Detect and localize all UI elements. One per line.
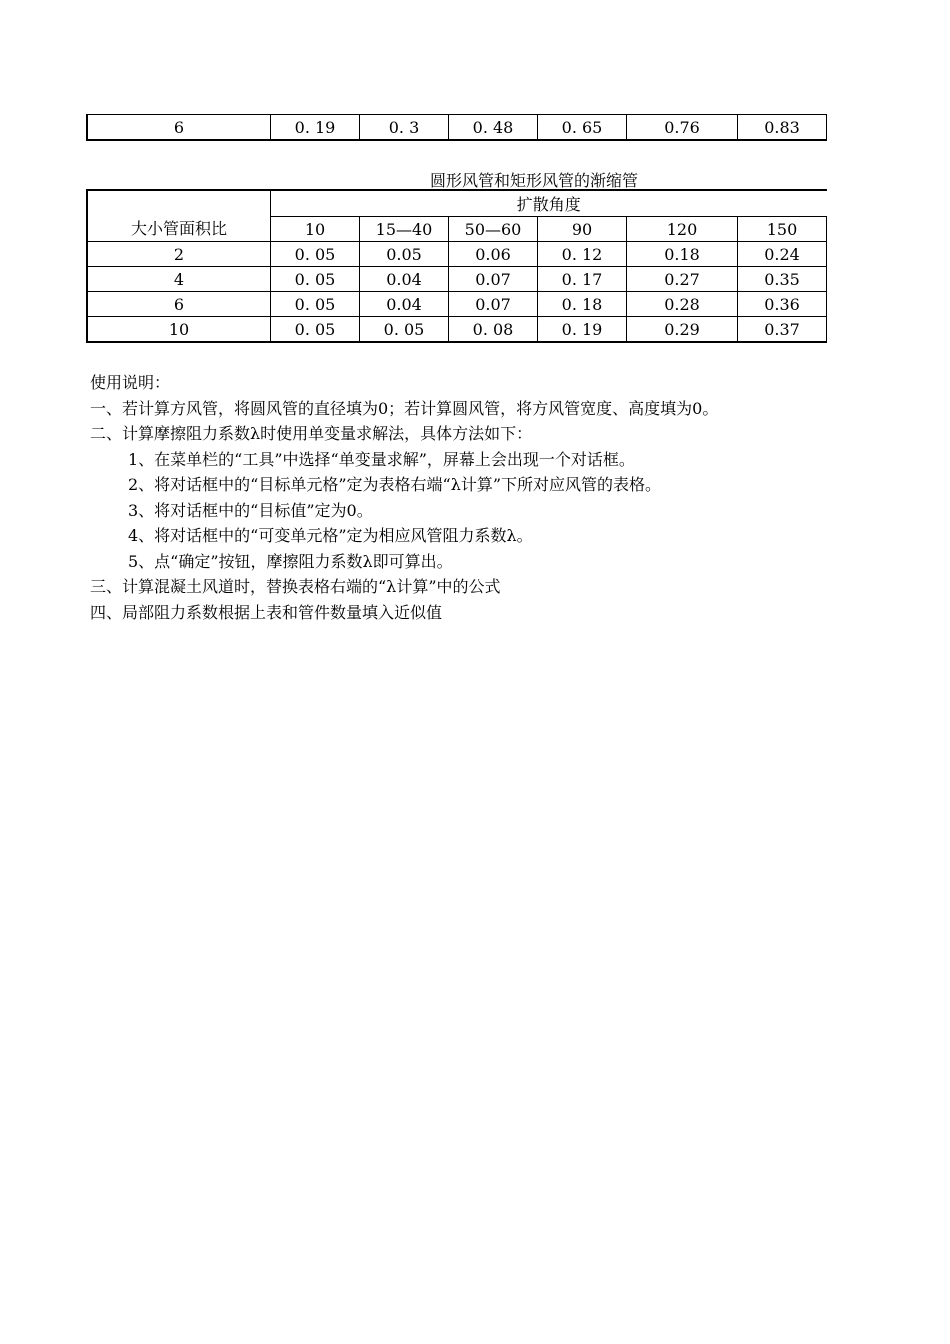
table-cell: 0.04 [360, 292, 449, 317]
angle-header-cell: 150 [738, 217, 827, 242]
note-line: 三、计算混凝土风道时，替换表格右端的“λ计算”中的公式 [90, 577, 501, 596]
table-title: 圆形风管和矩形风管的渐缩管 [430, 171, 639, 190]
note-step: 4、将对话框中的“可变单元格”定为相应风管阻力系数λ。 [128, 526, 533, 545]
table-cell: 6 [87, 292, 271, 317]
spread-angle-header: 扩散角度 [271, 190, 827, 217]
note-line: 一、若计算方风管，将圆风管的直径填为0；若计算圆风管，将方风管宽度、高度填为0。 [90, 398, 719, 418]
note-line: 二、计算摩擦阻力系数λ时使用单变量求解法，具体方法如下： [90, 424, 533, 443]
table-cell: 0. 05 [271, 317, 360, 343]
row-header-cell [87, 190, 271, 242]
table-cell: 2 [87, 242, 271, 267]
angle-header-cell: 10 [271, 217, 360, 242]
table-cell: 0. 05 [360, 317, 449, 343]
table-cell: 0.28 [627, 292, 738, 317]
note-step: 3、将对话框中的“目标值”定为0。 [128, 500, 373, 520]
table-row [87, 317, 827, 343]
row-header-label: 大小管面积比 [130, 219, 227, 238]
table-cell: 0. 3 [360, 115, 449, 141]
table-cell: 0. 05 [271, 242, 360, 267]
table-cell: 0.05 [360, 242, 449, 267]
table-cell: 0.06 [449, 242, 538, 267]
note-step: 2、将对话框中的“目标单元格”定为表格右端“λ计算”下所对应风管的表格。 [128, 475, 662, 494]
table-cell: 0. 08 [449, 317, 538, 343]
usage-notes [90, 370, 718, 625]
table-cell: 0. 48 [449, 115, 538, 141]
table-cell: 0. 05 [271, 267, 360, 292]
table-cell: 0. 17 [538, 267, 627, 292]
table-cell: 0.83 [738, 115, 827, 141]
table-row [87, 242, 827, 267]
angle-header-cell: 50—60 [449, 217, 538, 242]
table-cell: 0.35 [738, 267, 827, 292]
angle-header-cell: 120 [627, 217, 738, 242]
table-cell: 0.18 [627, 242, 738, 267]
table-row [87, 267, 827, 292]
table-cell: 0. 65 [538, 115, 627, 141]
table-cell: 0.36 [738, 292, 827, 317]
table-cell: 4 [87, 267, 271, 292]
table-cell: 0.07 [449, 292, 538, 317]
table-cell: 0.76 [627, 115, 738, 141]
table-cell: 0.07 [449, 267, 538, 292]
table-row [87, 292, 827, 317]
note-line: 四、局部阻力系数根据上表和管件数量填入近似值 [90, 602, 443, 622]
note-step: 1、在菜单栏的“工具”中选择“单变量求解”，屏幕上会出现一个对话框。 [128, 449, 635, 469]
table-cell: 0. 18 [538, 292, 627, 317]
angle-header-cell: 90 [538, 217, 627, 242]
table-cell: 0. 05 [271, 292, 360, 317]
table-cell: 0.27 [627, 267, 738, 292]
table-cell: 10 [87, 317, 271, 343]
table-cell: 0. 19 [538, 317, 627, 343]
table-cell: 0.04 [360, 267, 449, 292]
angle-header-cell: 15—40 [360, 217, 449, 242]
table-cell: 0.29 [627, 317, 738, 343]
note-step: 5、点“确定”按钮，摩擦阻力系数λ即可算出。 [128, 551, 453, 571]
table-cell: 0. 19 [271, 115, 360, 141]
table-cell: 0. 12 [538, 242, 627, 267]
table-row [87, 115, 827, 141]
table-cell: 0.24 [738, 242, 827, 267]
notes-heading: 使用说明： [90, 373, 171, 392]
table-cell: 0.37 [738, 317, 827, 343]
table-header-row [87, 190, 827, 217]
table-cell: 6 [87, 115, 271, 141]
reducer-coefficient-table [86, 189, 827, 343]
top-table-fragment [86, 114, 827, 141]
